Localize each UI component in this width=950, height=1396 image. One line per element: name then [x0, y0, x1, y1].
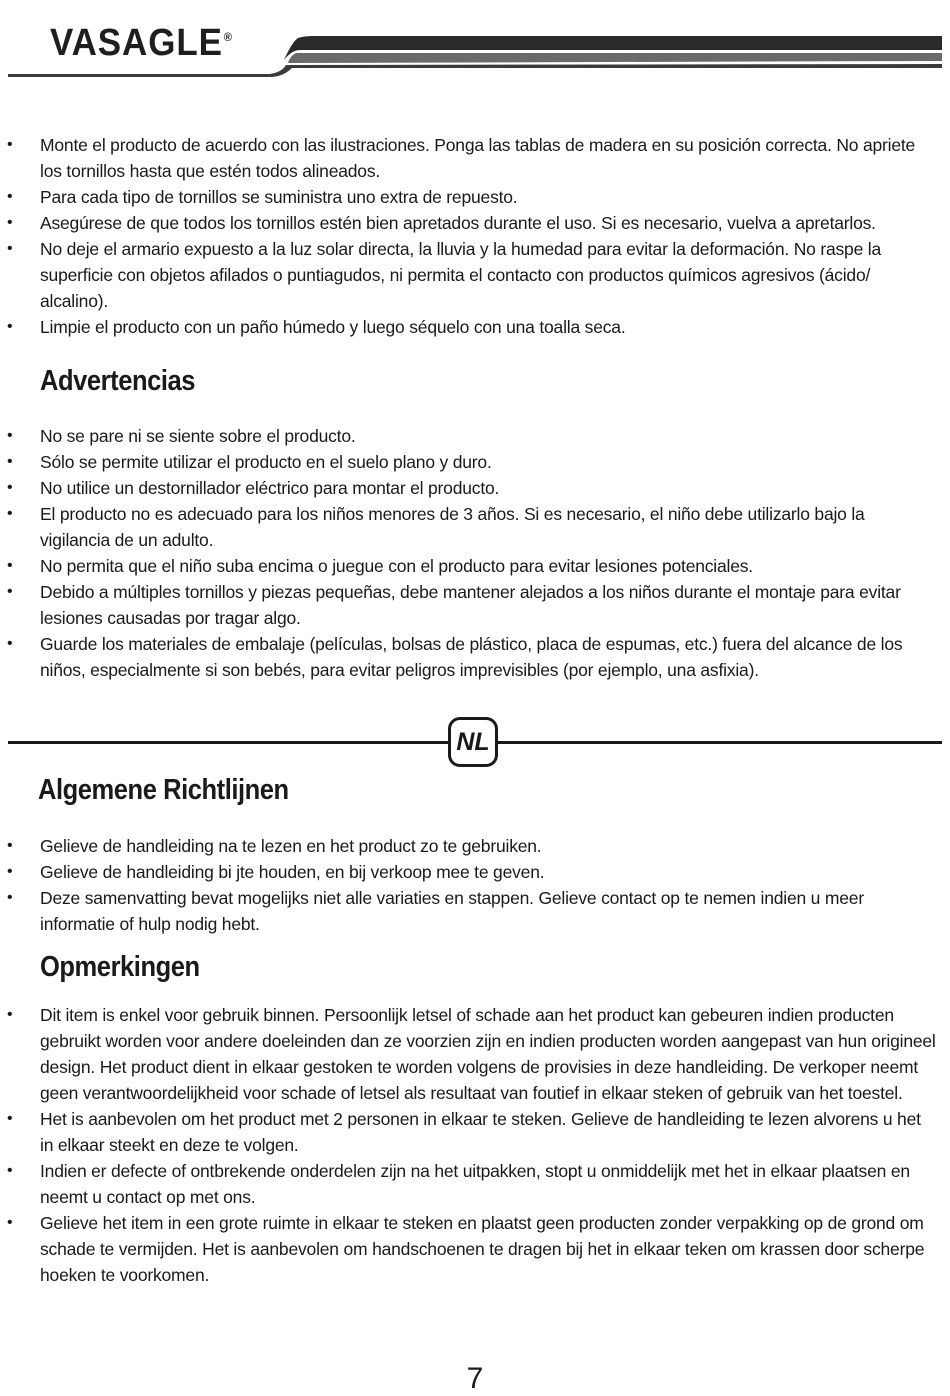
bullet-icon: • — [7, 1110, 13, 1127]
list-item — [0, 184, 950, 210]
list-item — [0, 423, 950, 449]
list-item — [0, 1158, 950, 1210]
language-badge: NL — [448, 717, 498, 767]
list-item-text: Het is aanbevolen om het product met 2 personen in elkaar te steken. Gelieve de handleiding te lezen alvorens u het in elkaar steekt en deze te volgen. — [40, 1109, 921, 1155]
bullet-icon: • — [7, 1162, 13, 1179]
list-item — [0, 579, 950, 631]
list-item — [0, 859, 950, 885]
advertencias-list — [0, 423, 950, 683]
list-item-text: Asegúrese de que todos los tornillos estén bien apretados durante el uso. Si es necesario, vuelva a apretarlos. — [40, 213, 876, 233]
bullet-icon: • — [7, 557, 13, 574]
list-item — [0, 631, 950, 683]
list-item-text: Monte el producto de acuerdo con las ilustraciones. Ponga las tablas de madera en su posición correcta. No apriete los tornillos hasta que estén todos alineados. — [40, 135, 916, 181]
list-item-text: Sólo se permite utilizar el producto en el suelo plano y duro. — [40, 452, 492, 472]
care-list — [0, 132, 950, 340]
list-item — [0, 132, 950, 184]
list-item-text: Limpie el producto con un paño húmedo y luego séquelo con una toalla seca. — [40, 317, 626, 337]
section-title-opmerkingen: Opmerkingen — [40, 951, 200, 983]
bullet-icon: • — [7, 1006, 13, 1023]
bullet-icon: • — [7, 1214, 13, 1231]
bullet-icon: • — [7, 863, 13, 880]
bullet-icon: • — [7, 427, 13, 444]
list-item-text: Para cada tipo de tornillos se suministra uno extra de repuesto. — [40, 187, 518, 207]
list-item — [0, 1210, 950, 1288]
bullet-icon: • — [7, 479, 13, 496]
list-item-text: Debido a múltiples tornillos y piezas pequeñas, debe mantener alejados a los niños durante el montaje para evitar lesiones causadas por tragar algo. — [40, 582, 901, 628]
bullet-icon: • — [7, 635, 13, 652]
section-title-advertencias: Advertencias — [40, 365, 196, 397]
bullet-icon: • — [7, 214, 13, 231]
list-item-text: No deje el armario expuesto a la luz solar directa, la lluvia y la humedad para evitar la deformación. No raspe la superficie con objetos afilados o puntiagudos, ni permita el contacto con productos químicos agresivos (ácido/ alcalino). — [40, 239, 881, 311]
list-item — [0, 236, 950, 314]
list-item — [0, 210, 950, 236]
list-item-text: Guarde los materiales de embalaje (películas, bolsas de plástico, placa de espumas, etc.) fuera del alcance de los niños, especialmente si son bebés, para evitar peligros imprevisibles (por ejemplo, una asfixia). — [40, 634, 903, 680]
list-item — [0, 475, 950, 501]
algemene-list — [0, 833, 950, 937]
list-item-text: No se pare ni se siente sobre el producto. — [40, 426, 356, 446]
list-item — [0, 885, 950, 937]
bullet-icon: • — [7, 136, 13, 153]
list-item — [0, 449, 950, 475]
list-item-text: No permita que el niño suba encima o juegue con el producto para evitar lesiones potenciales. — [40, 556, 753, 576]
bullet-icon: • — [7, 889, 13, 906]
page-header — [0, 0, 950, 90]
list-item-text: No utilice un destornillador eléctrico para montar el producto. — [40, 478, 500, 498]
list-item — [0, 1002, 950, 1106]
bullet-icon: • — [7, 837, 13, 854]
brand-name: VASAGLE — [50, 22, 223, 64]
opmerkingen-list — [0, 1002, 950, 1288]
bullet-icon: • — [7, 318, 13, 335]
page-number: 7 — [466, 1362, 484, 1395]
list-item-text: Gelieve de handleiding na te lezen en het product zo te gebruiken. — [40, 836, 542, 856]
list-item-text: El producto no es adecuado para los niños menores de 3 años. Si es necesario, el niño debe utilizarlo bajo la vigilancia de un adulto. — [40, 504, 865, 550]
registered-mark: ® — [223, 30, 232, 45]
bullet-icon: • — [7, 583, 13, 600]
list-item — [0, 553, 950, 579]
list-item-text: Gelieve het item in een grote ruimte in elkaar te steken en plaatst geen producten zonder verpakking op de grond om schade te vermijden. Het is aanbevolen om handschoenen te dragen bij het in elkaar teken om krassen door scherpe hoeken te voorkomen. — [40, 1213, 925, 1285]
list-item — [0, 1106, 950, 1158]
bullet-icon: • — [7, 188, 13, 205]
list-item — [0, 501, 950, 553]
list-item-text: Deze samenvatting bevat mogelijks niet alle variaties en stappen. Gelieve contact op te nemen indien u meer informatie of hulp nodig hebt. — [40, 888, 864, 934]
list-item-text: Gelieve de handleiding bi jte houden, en bij verkoop mee te geven. — [40, 862, 545, 882]
section-title-algemene: Algemene Richtlijnen — [38, 774, 289, 806]
brand-logo — [50, 22, 232, 65]
bullet-icon: • — [7, 240, 13, 257]
list-item — [0, 314, 950, 340]
bullet-icon: • — [7, 453, 13, 470]
list-item — [0, 833, 950, 859]
list-item-text: Indien er defecte of ontbrekende onderdelen zijn na het uitpakken, stopt u onmiddelijk met het in elkaar plaatsen en neemt u contact op met ons. — [40, 1161, 910, 1207]
bullet-icon: • — [7, 505, 13, 522]
list-item-text: Dit item is enkel voor gebruik binnen. Persoonlijk letsel of schade aan het product kan gebeuren indien producten gebruikt worden voor andere doeleinden dan ze voorzien zijn en indien producten worden aangepast van hun origineel design. Het product dient in elkaar gestoken te worden volgens de provisies in deze handleiding. De verkoper neemt geen verantwoordelijkheid voor schade of letsel als resultaat van foutief in elkaar steken of gebruik van het toestel. — [40, 1005, 936, 1103]
